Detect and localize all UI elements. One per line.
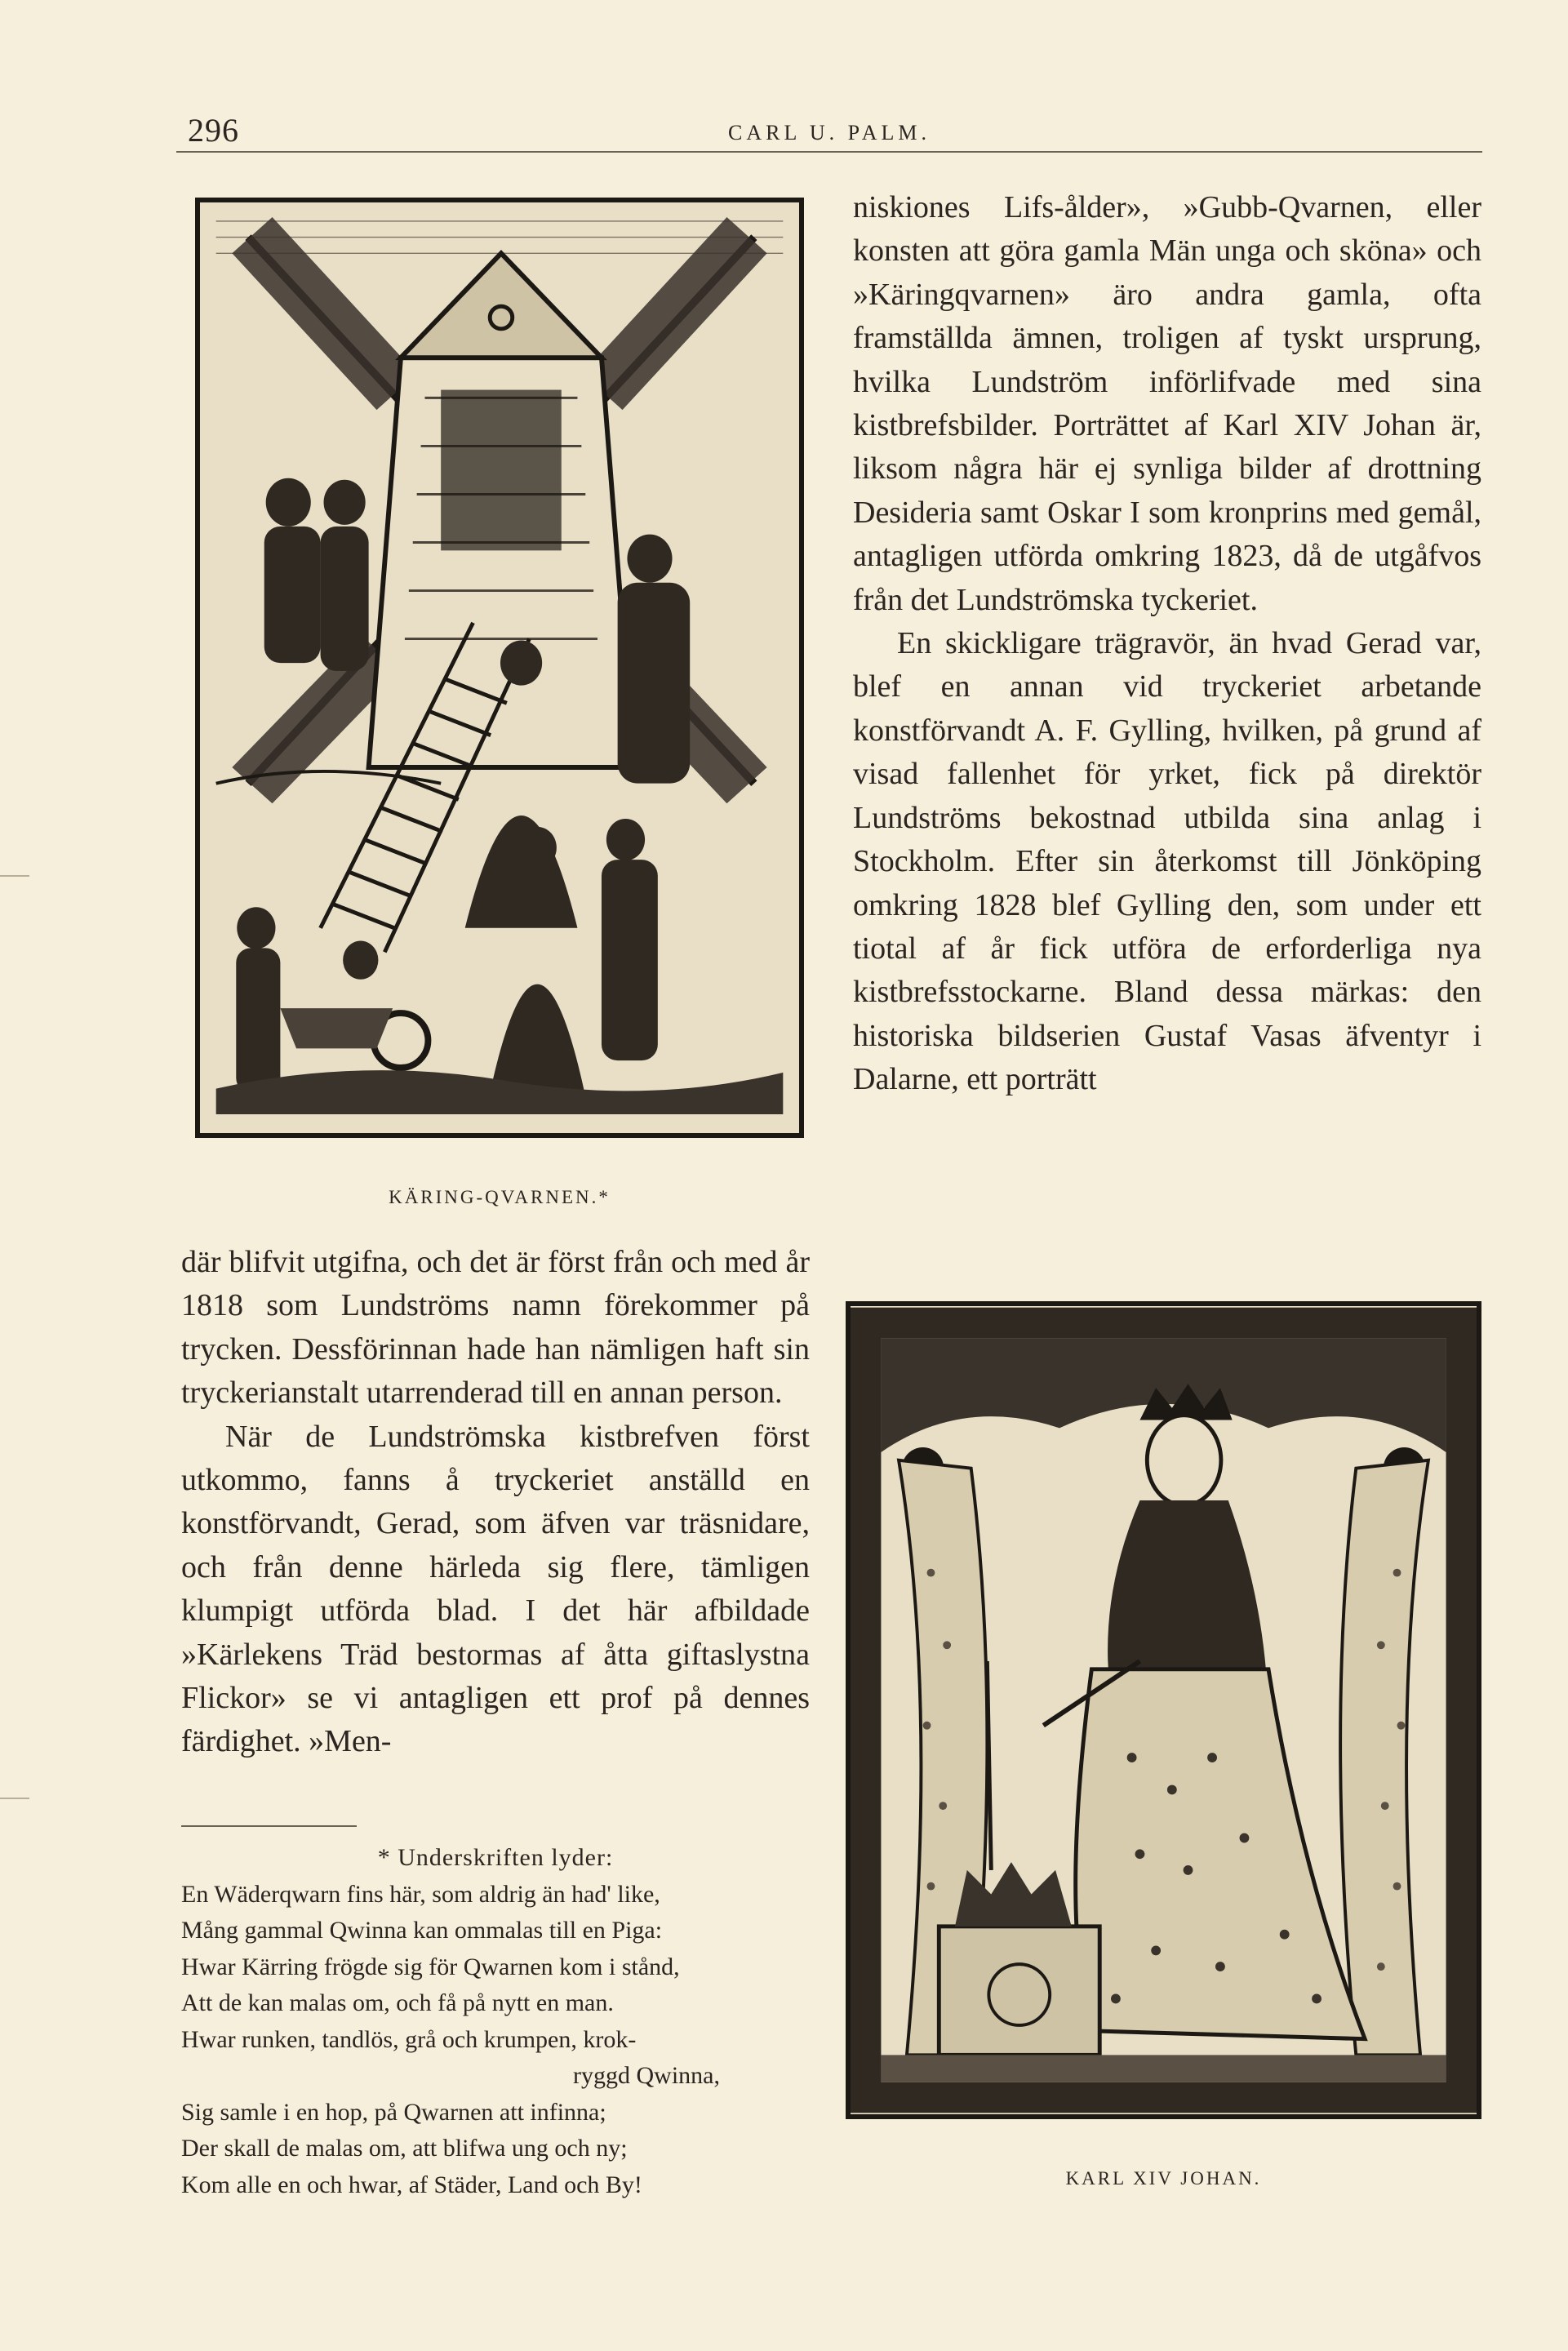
windmill-caption: KÄRING-QVARNEN.* xyxy=(389,1187,611,1207)
page-header xyxy=(176,104,1482,153)
woodcut-windmill-illustration-icon xyxy=(200,202,799,1133)
windmill-woodcut xyxy=(195,198,804,1138)
footnote-title: * Underskriften lyder: xyxy=(377,1844,614,1871)
footnote xyxy=(181,1840,810,2203)
portrait-caption: KARL XIV JOHAN. xyxy=(1065,2168,1262,2189)
footnote-line: Sig samle i en hop, på Qwarnen att infinna; xyxy=(181,2098,606,2126)
footnote-line: Hwar runken, tandlös, grå och krumpen, krok- xyxy=(181,2025,637,2053)
running-head: CARL U. PALM. xyxy=(727,121,931,144)
footnote-line: Mång gammal Qwinna kan ommalas till en Piga: xyxy=(181,1917,663,1944)
right-column xyxy=(853,186,1481,1102)
left-paragraph-2: När de Lundströmska kistbrefven först utkommo, fanns å tryckeriet anställd en konstförvandt, Gerad, som äfven var träsnidare, och från denne härleda sig flere, tämligen klumpigt utförda blad. I det här afbildade »Kärlekens Träd bestormas af åtta giftaslystna Flickor» se vi antagligen ett prof på dennes färdighet. »Men- xyxy=(181,1419,810,1759)
footnote-line: Der skall de malas om, att blifwa ung och ny; xyxy=(181,2135,628,2162)
page-number: 296 xyxy=(188,112,239,149)
right-paragraph-1: niskiones Lifs-ålder», »Gubb-Qvarnen, eller konsten att göra gamla Män unga och sköna» och »Käringqvarnen» äro andra gamla, ofta framställda ämnen, troligen af tyskt ursprung, hvilka Lundström införlifvade med sina kistbrefsbilder. Porträttet af Karl XIV Johan är, liksom några här ej synliga bilder af drottning Desideria samt Oskar I som kronprins med gemål, antagligen utförda omkring 1823, då de utgåfvos från det Lundströmska tyckeriet. xyxy=(853,190,1481,617)
header-rule xyxy=(176,151,1482,153)
left-column xyxy=(181,1241,810,1764)
edge-mark-left xyxy=(0,875,29,877)
royal-portrait-woodcut xyxy=(846,1301,1481,2119)
footnote-line: Kom alle en och hwar, af Städer, Land och By! xyxy=(181,2171,642,2198)
right-paragraph-2: En skickligare trägravör, än hvad Gerad var, blef en annan vid tryckeriet arbetande konstförvandt A. F. Gylling, hvilken, på grund af visad fallenhet för yrket, fick på direktör Lundströms bekostnad utbilda sina anlag i Stockholm. Efter sin återkomst till Jönköping omkring 1828 blef Gylling den, som under ett tiotal af år fick utföra de erforderliga nya kistbrefsstockarne. Bland dessa märkas: den historiska bildserien Gustaf Vasas äfventyr i Dalarne, ett porträtt xyxy=(853,626,1481,1097)
edge-mark-left xyxy=(0,1798,29,1799)
footnote-line: Att de kan malas om, och få på nytt en man. xyxy=(181,1989,614,2016)
footnote-line: ryggd Qwinna, xyxy=(573,2062,720,2089)
footnote-line: En Wäderqwarn fins här, som aldrig än had' like, xyxy=(181,1880,660,1908)
footnote-rule xyxy=(181,1825,357,1827)
left-paragraph-1: där blifvit utgifna, och det är först från och med år 1818 som Lundströms namn förekommer på trycken. Dessförinnan hade han nämligen haft sin tryckerianstalt utarrenderad till en annan person. xyxy=(181,1245,810,1411)
footnote-line: Hwar Kärring frögde sig för Qwarnen kom i stånd, xyxy=(181,1953,680,1980)
woodcut-royal-portrait-illustration-icon xyxy=(851,1306,1477,2114)
